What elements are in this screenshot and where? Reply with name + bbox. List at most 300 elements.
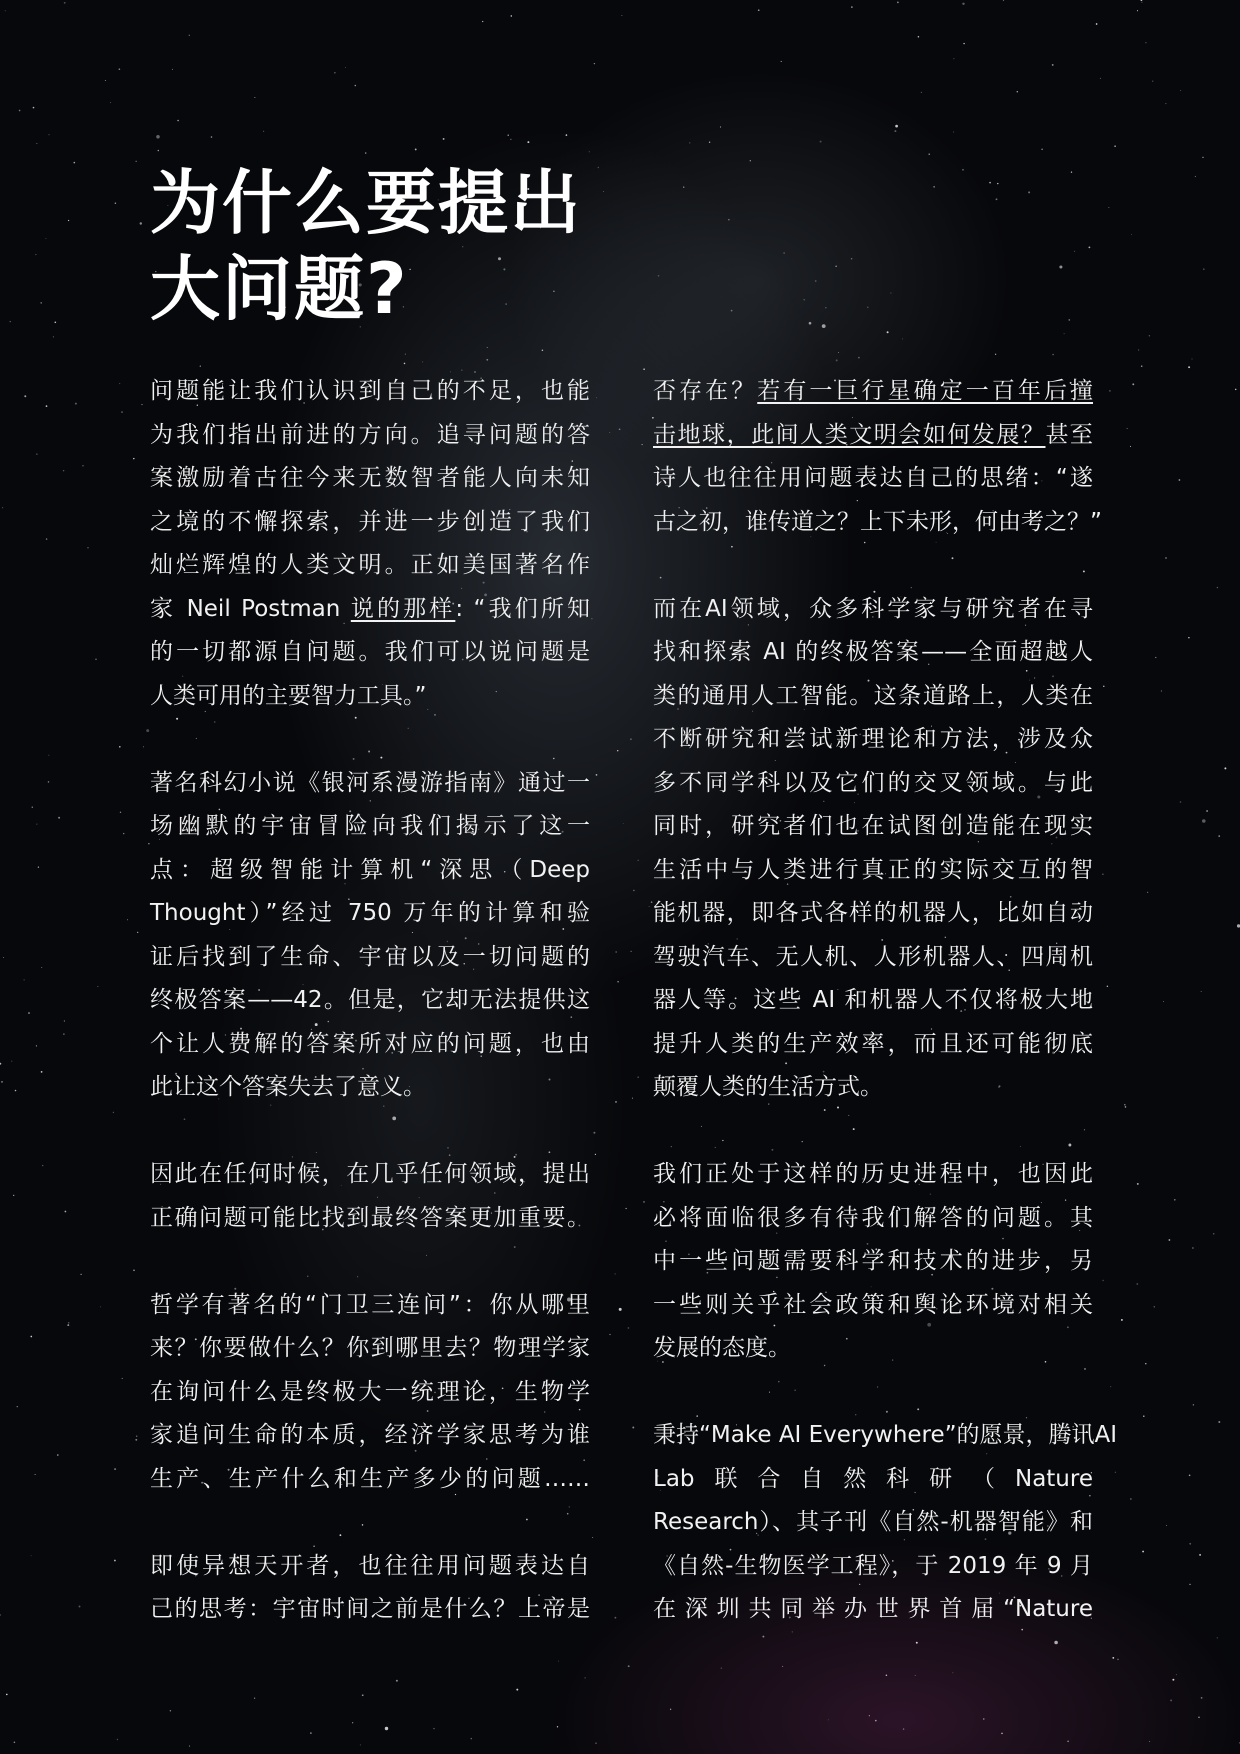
paragraph-continuation (653, 370, 1102, 544)
star (1121, 1319, 1123, 1321)
star (996, 198, 998, 200)
right-column (653, 370, 1118, 1675)
star (1203, 268, 1205, 270)
star (617, 750, 618, 751)
star (1141, 2, 1142, 3)
star (35, 1474, 36, 1475)
star (156, 135, 160, 139)
star (1189, 1474, 1191, 1476)
star (38, 866, 39, 867)
star (516, 1689, 518, 1691)
star (36, 1045, 37, 1046)
star (113, 1112, 114, 1113)
star (953, 131, 954, 132)
star (11, 1061, 12, 1062)
star (1100, 78, 1101, 79)
star (689, 142, 690, 143)
star (36, 824, 37, 825)
star (670, 1709, 671, 1710)
star (67, 1324, 69, 1326)
text-line: Research）、其子刊《自然-机器智能》和 (653, 1509, 1093, 1535)
star (114, 1468, 116, 1470)
text-line: 在深圳共同举办世界首届“Nature (653, 1596, 1093, 1622)
star (915, 1675, 916, 1676)
star (170, 1710, 171, 1711)
star (1179, 479, 1181, 481)
star (122, 1378, 123, 1379)
text-line: 证后找到了生命、宇宙以及一切问题的 (150, 943, 590, 970)
star (117, 1739, 118, 1740)
star (1201, 1697, 1203, 1699)
star (1124, 1104, 1126, 1106)
star (731, 310, 733, 312)
star (68, 1322, 70, 1324)
text-line: 颠覆人类的生活方式。 (653, 1074, 883, 1100)
text-line: 因此在任何时候，在几乎任何领域，提出 (150, 1161, 590, 1187)
star (614, 1617, 616, 1619)
text-line: 古之初，谁传道之？上下未形，何由考之？” (653, 508, 1102, 535)
star (354, 85, 356, 87)
text-line: 在询问什么是终极大一统理论，生物学 (150, 1378, 590, 1405)
star (48, 134, 49, 135)
text-line-with-link (653, 414, 1093, 458)
star (589, 151, 590, 152)
star (137, 932, 138, 933)
text-line: 灿烂辉煌的人类文明。正如美国著名作 (150, 552, 590, 578)
text-line: 多不同学科以及它们的交叉领域。与此 (653, 769, 1093, 796)
star (58, 817, 60, 819)
star (141, 404, 142, 405)
star (360, 1744, 361, 1745)
star (1142, 1551, 1144, 1553)
star (609, 432, 610, 433)
star (584, 1677, 585, 1678)
star (820, 141, 822, 143)
star (591, 618, 592, 619)
star (890, 292, 891, 293)
star (14, 1742, 16, 1744)
star (136, 161, 137, 162)
star (1117, 1659, 1119, 1661)
star (1199, 1554, 1201, 1556)
star (65, 1211, 67, 1213)
star (683, 186, 684, 187)
star (1017, 91, 1018, 92)
text-line: 能机器，即各式各样的机器人，比如自动 (653, 900, 1093, 926)
star (189, 1746, 190, 1747)
star (1103, 686, 1104, 687)
star (79, 1606, 81, 1608)
text-line: Thought）”经过 750 万年的计算和验 (150, 900, 590, 926)
star (1059, 265, 1062, 268)
star (1110, 1386, 1111, 1387)
star (64, 1021, 65, 1022)
star (2, 507, 3, 508)
star (140, 222, 142, 224)
star (623, 823, 624, 824)
star (1132, 383, 1134, 385)
text-line: 器人等。这些 AI 和机器人不仅将极大地 (653, 987, 1093, 1013)
star (508, 135, 509, 136)
star (68, 220, 69, 221)
star (895, 125, 898, 128)
star (1189, 1543, 1191, 1545)
star (1145, 1363, 1146, 1364)
star (1131, 234, 1132, 235)
star (1154, 1306, 1155, 1307)
paragraph-ai-field (653, 588, 1093, 1110)
star (828, 1719, 829, 1720)
star (46, 538, 47, 539)
text-line-with-link (150, 588, 590, 632)
star (114, 1560, 116, 1562)
star (345, 67, 346, 68)
star (48, 781, 50, 783)
star (189, 35, 190, 36)
star (42, 1165, 43, 1166)
text-segment: 甚至 (1045, 421, 1094, 448)
star (1137, 10, 1138, 11)
star (1143, 1415, 1144, 1416)
star (1169, 1239, 1171, 1241)
star (31, 1555, 32, 1556)
star (1218, 835, 1219, 836)
star (997, 183, 998, 184)
star (254, 97, 255, 98)
star (13, 1195, 14, 1196)
star (929, 154, 930, 155)
star (15, 1090, 17, 1092)
star (963, 43, 964, 44)
star (595, 1154, 596, 1155)
star (482, 21, 483, 22)
star (720, 126, 721, 127)
star (1235, 389, 1237, 391)
star (933, 186, 934, 187)
star (1192, 1247, 1194, 1249)
text-line: 而在AI领域，众多科学家与研究者在寻 (653, 595, 1093, 622)
star (1071, 171, 1072, 172)
star (1127, 428, 1128, 429)
star (598, 167, 599, 168)
star (35, 254, 36, 255)
star (894, 130, 896, 132)
star (41, 1071, 43, 1073)
star (1138, 350, 1139, 351)
text-segment: 家 Neil Postman (150, 595, 351, 622)
star (921, 92, 922, 93)
star (41, 967, 42, 968)
star (100, 1306, 101, 1307)
star (1107, 986, 1108, 987)
star (1217, 1637, 1218, 1638)
paragraph-hitchhiker (150, 762, 590, 1110)
star (1189, 1584, 1190, 1585)
star (643, 1201, 645, 1203)
star (875, 1720, 877, 1722)
text-segment: 否存在？ (653, 378, 758, 404)
text-line: 为我们指出前进的方向。追寻问题的答 (150, 421, 590, 448)
star (1003, 0, 1004, 1)
text-line: 著名科幻小说《银河系漫游指南》通过一 (150, 769, 590, 796)
star (115, 202, 116, 203)
star (595, 1743, 596, 1744)
star (1064, 333, 1065, 334)
paragraph-tencent-ai-lab (653, 1414, 1118, 1632)
star (1188, 637, 1189, 638)
star (609, 1334, 610, 1335)
star (396, 1680, 398, 1682)
text-segment: : “我们所知 (455, 595, 591, 622)
star (105, 80, 106, 81)
star (1161, 691, 1162, 692)
star (628, 1327, 630, 1329)
star (30, 1336, 32, 1338)
star (1213, 1233, 1214, 1234)
star (19, 110, 21, 112)
star (415, 148, 417, 150)
star (1201, 991, 1202, 992)
star (95, 658, 97, 660)
star (211, 136, 213, 138)
star (1165, 557, 1167, 559)
star (63, 470, 64, 471)
star (1188, 366, 1190, 368)
star (1147, 892, 1148, 893)
paragraph-intro (150, 370, 590, 718)
star (989, 182, 991, 184)
star (625, 1208, 626, 1209)
star (28, 1012, 30, 1014)
star (24, 979, 25, 980)
star (40, 302, 42, 304)
star (1180, 90, 1181, 91)
star (263, 131, 264, 132)
star (825, 307, 826, 308)
text-line: 诗人也往往用问题表达自己的思绪：“遂 (653, 465, 1093, 491)
page-title-line-1: 为什么要提出 (150, 162, 582, 244)
star (1165, 103, 1166, 104)
star (1141, 365, 1143, 367)
star (962, 3, 964, 5)
star (642, 444, 643, 445)
star (1206, 810, 1208, 812)
asteroid-question-link-cont[interactable]: 击地球，此间人类文明会如何发展？ (653, 421, 1046, 448)
star (17, 1406, 18, 1407)
star (1172, 1679, 1174, 1681)
text-line: 己的思考：宇宙时间之前是什么？上帝是 (150, 1596, 590, 1622)
star (632, 1098, 633, 1099)
star (1163, 1001, 1164, 1002)
page-title-line-2: 大问题? (150, 248, 409, 330)
paragraph-philosophy (150, 1284, 590, 1502)
star (1130, 1498, 1131, 1499)
star (133, 1269, 135, 1271)
star (1149, 335, 1150, 336)
star (637, 1076, 639, 1078)
star (804, 299, 805, 300)
star (1170, 1699, 1172, 1701)
asteroid-question-link[interactable]: 若有一巨行星确定一百年后撞 (757, 378, 1093, 404)
text-line: 即使异想天开者，也往往用问题表达自 (150, 1552, 590, 1579)
star (1180, 801, 1182, 803)
star (628, 1665, 630, 1667)
star (983, 1718, 984, 1719)
star (953, 58, 954, 59)
star (1137, 1183, 1139, 1185)
star (822, 324, 826, 328)
text-line: 我们正处于这样的历史进程中，也因此 (653, 1161, 1093, 1187)
star (527, 141, 529, 143)
star (119, 746, 121, 748)
text-line: 提升人类的生产效率，而且还可能彻底 (653, 1030, 1093, 1057)
text-line: 中一些问题需要科学和技术的进步，另 (653, 1248, 1093, 1274)
star (632, 1427, 634, 1429)
star (1074, 251, 1075, 252)
star (1130, 446, 1131, 447)
star (750, 160, 751, 161)
star (1, 1081, 3, 1083)
paragraph-right-question (150, 1153, 590, 1240)
star (119, 68, 121, 70)
star (1166, 1525, 1167, 1526)
star (1176, 1674, 1177, 1675)
star (352, 1722, 353, 1723)
star (177, 120, 179, 122)
text-line: 个让人费解的答案所对应的问题，也由 (150, 1030, 590, 1057)
star (158, 150, 160, 152)
star (619, 428, 621, 430)
star (630, 951, 631, 952)
star (36, 454, 37, 455)
star (783, 252, 785, 254)
star (615, 951, 617, 953)
star (593, 1132, 595, 1134)
text-line: 终极答案——42。但是，它却无法提供这 (150, 987, 590, 1013)
star (0, 1614, 1, 1615)
quote-source-link[interactable]: 说的那样 (350, 595, 456, 622)
text-line: 哲学有著名的“门卫三连问”：你从哪里 (150, 1291, 590, 1318)
text-line: 生产、生产什么和生产多少的问题…… (150, 1465, 590, 1492)
star (200, 366, 201, 367)
text-line: 同时，研究者们也在试图创造能在现实 (653, 813, 1093, 839)
text-line: 此让这个答案失去了意义。 (150, 1074, 426, 1100)
star (1198, 1717, 1200, 1719)
star (385, 1727, 388, 1730)
star (1114, 146, 1115, 147)
star (53, 336, 54, 337)
star (3, 957, 4, 958)
text-line: 的一切都源自问题。我们可以说问题是 (150, 639, 590, 665)
star (1152, 81, 1153, 82)
star (135, 1439, 137, 1441)
text-line: 生活中与人类进行真正的实际交互的智 (653, 856, 1093, 883)
text-line: 一些则关乎社会政策和舆论环境对相关 (653, 1291, 1093, 1318)
star (119, 383, 120, 384)
star (510, 139, 511, 140)
star (0, 1063, 1, 1065)
star (1102, 1280, 1103, 1281)
star (74, 162, 76, 164)
text-line: 发展的态度。 (653, 1335, 791, 1361)
star (98, 986, 99, 987)
star (133, 458, 134, 459)
star (594, 63, 595, 64)
star (630, 738, 632, 740)
star (1202, 157, 1203, 158)
star (123, 833, 124, 834)
star (1195, 176, 1196, 177)
text-line: 《自然-生物医学工程》，于 2019 年 9 月 (653, 1552, 1093, 1579)
text-line: 类的通用人工智能。这条道路上，人类在 (653, 682, 1093, 709)
left-column (150, 370, 590, 1675)
star (46, 405, 48, 407)
star (422, 361, 423, 362)
star (962, 169, 964, 171)
star (443, 138, 445, 140)
paragraph-dreamers (150, 1545, 590, 1632)
star (1193, 1404, 1194, 1405)
text-line: 人类可用的主要智力工具。” (150, 682, 427, 709)
star (596, 397, 597, 398)
text-line: 场幽默的宇宙冒险向我们揭示了这一 (150, 813, 590, 839)
text-line: 之境的不懈探索，并进一步创造了我们 (150, 508, 590, 535)
star (143, 746, 144, 747)
star (1068, 319, 1070, 321)
star (1112, 1657, 1114, 1659)
star (1102, 874, 1103, 875)
star (1202, 819, 1206, 823)
star (887, 331, 889, 333)
text-line: 不断研究和尝试新理论和方法，涉及众 (653, 726, 1093, 752)
star (1001, 1733, 1003, 1735)
star (603, 191, 604, 192)
star (643, 368, 645, 370)
star (362, 1694, 364, 1696)
star (36, 143, 37, 144)
star (638, 860, 639, 861)
star (902, 338, 903, 339)
star (87, 547, 88, 548)
star (63, 1033, 64, 1034)
star (995, 354, 996, 355)
star (471, 1738, 472, 1739)
star (615, 1101, 617, 1103)
star (596, 774, 598, 776)
star (172, 69, 173, 70)
star (5, 10, 6, 11)
text-line: 问题能让我们认识到自己的不足，也能 (150, 378, 590, 404)
star (592, 1537, 593, 1538)
star (758, 9, 760, 11)
star (1141, 0, 1143, 1)
star (809, 322, 812, 325)
star (658, 275, 660, 277)
star (80, 1274, 81, 1275)
star (254, 1698, 255, 1699)
star (1145, 42, 1146, 43)
star (1224, 767, 1226, 769)
star (120, 812, 121, 813)
star (1088, 246, 1090, 248)
text-line: Lab联合自然科研（Nature (653, 1465, 1093, 1492)
star (486, 359, 488, 361)
star (6, 1694, 8, 1696)
star (405, 354, 406, 355)
star (858, 357, 860, 359)
star (709, 142, 710, 143)
star (1149, 1741, 1150, 1742)
